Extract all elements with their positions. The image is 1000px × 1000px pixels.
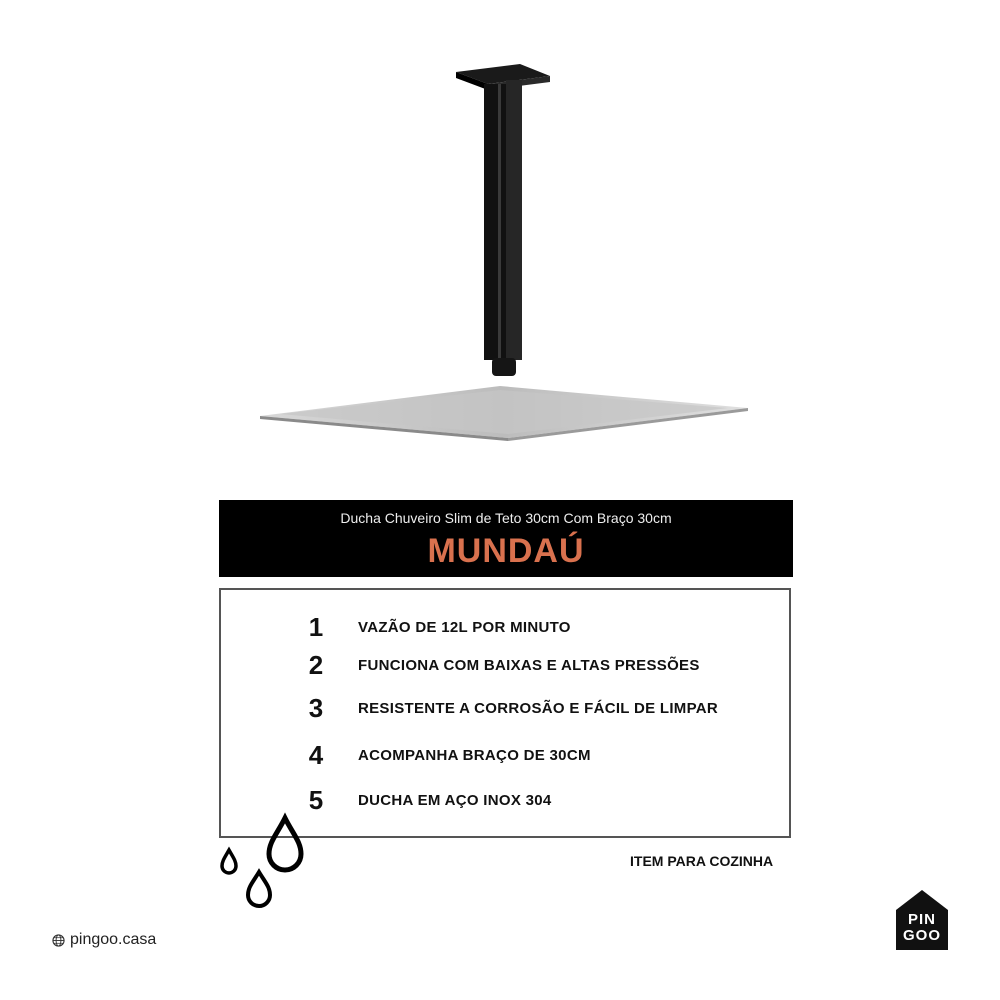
title-banner (219, 500, 793, 577)
feature-number: 4 (308, 740, 324, 770)
shower-head-image (250, 50, 760, 450)
site-url: pingoo.casa (70, 931, 157, 948)
feature-text: VAZÃO DE 12L POR MINUTO (358, 619, 571, 636)
logo-line-2: GOO (902, 927, 941, 944)
pingoo-logo (896, 890, 948, 950)
water-drops-icon (215, 812, 315, 917)
site-link[interactable] (52, 931, 156, 949)
feature-text: ACOMPANHA BRAÇO DE 30CM (358, 747, 591, 764)
globe-icon (52, 934, 65, 947)
feature-number: 5 (308, 785, 324, 815)
feature-number: 1 (308, 612, 324, 642)
feature-text: FUNCIONA COM BAIXAS E ALTAS PRESSÕES (358, 657, 700, 674)
item-category-tag: ITEM PARA COZINHA (630, 853, 774, 869)
feature-text: RESISTENTE A CORROSÃO E FÁCIL DE LIMPAR (358, 700, 719, 717)
features-box (219, 588, 791, 838)
product-name: MUNDAÚ (427, 532, 585, 570)
feature-number: 2 (308, 650, 324, 680)
product-subtitle: Ducha Chuveiro Slim de Teto 30cm Com Braço 30cm (340, 510, 672, 526)
feature-text: DUCHA EM AÇO INOX 304 (358, 792, 552, 809)
logo-line-1: PIN (907, 911, 936, 928)
feature-number: 3 (308, 693, 324, 723)
